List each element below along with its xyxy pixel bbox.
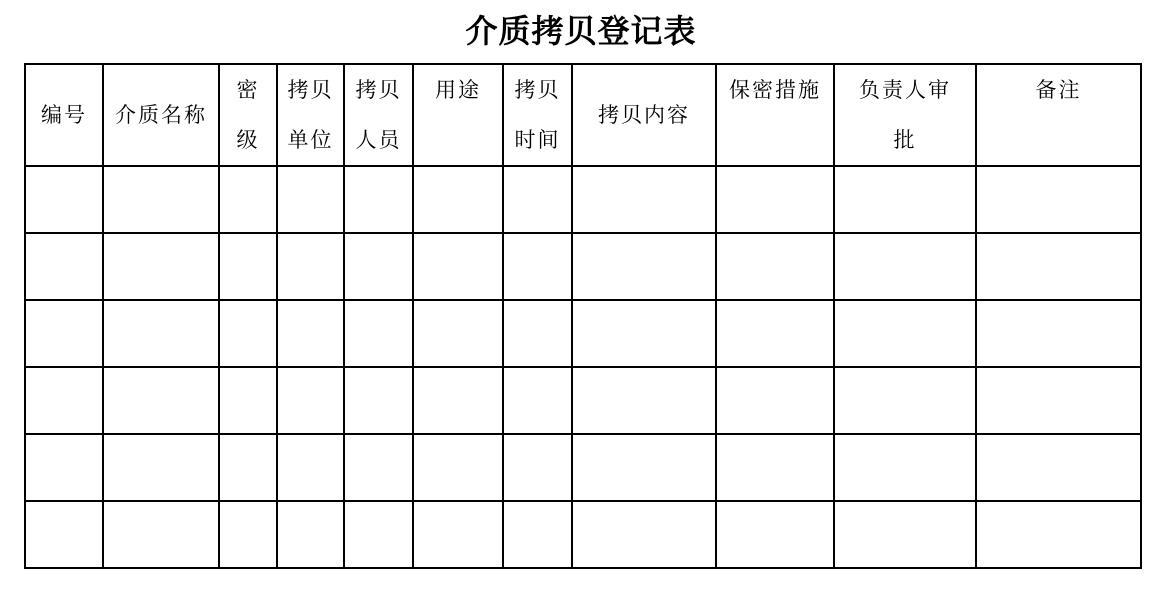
cell-number[interactable] <box>25 166 103 233</box>
column-header-copy-personnel <box>344 64 413 166</box>
column-header-purpose <box>413 64 503 166</box>
cell-media-name[interactable] <box>103 166 219 233</box>
cell-copy-content[interactable] <box>572 367 716 434</box>
cell-copy-time[interactable] <box>503 501 572 568</box>
cell-remarks[interactable] <box>976 166 1141 233</box>
column-header-label: 拷贝 <box>514 78 561 102</box>
cell-purpose[interactable] <box>413 367 503 434</box>
cell-copy-time[interactable] <box>503 367 572 434</box>
cell-copy-personnel[interactable] <box>344 434 413 501</box>
cell-copy-content[interactable] <box>572 233 716 300</box>
table-row <box>25 501 1141 568</box>
column-header-number <box>25 64 103 166</box>
header-row <box>25 64 1141 166</box>
registration-table <box>24 63 1142 569</box>
column-header-label: 拷贝 <box>287 78 334 102</box>
column-header-label: 时间 <box>514 128 561 152</box>
column-header-label: 介质名称 <box>115 103 207 127</box>
cell-copy-personnel[interactable] <box>344 300 413 367</box>
cell-purpose[interactable] <box>413 501 503 568</box>
column-header-security-measures <box>716 64 834 166</box>
cell-copy-content[interactable] <box>572 434 716 501</box>
cell-copy-unit[interactable] <box>277 300 344 367</box>
cell-purpose[interactable] <box>413 233 503 300</box>
cell-copy-personnel[interactable] <box>344 501 413 568</box>
cell-copy-personnel[interactable] <box>344 166 413 233</box>
cell-approver-signoff[interactable] <box>834 501 976 568</box>
cell-approver-signoff[interactable] <box>834 166 976 233</box>
cell-classification-level[interactable] <box>219 367 277 434</box>
table-row <box>25 233 1141 300</box>
column-header-copy-unit <box>277 64 344 166</box>
cell-copy-time[interactable] <box>503 434 572 501</box>
cell-media-name[interactable] <box>103 233 219 300</box>
column-header-label: 批 <box>893 128 917 152</box>
column-header-label: 密 <box>236 78 260 102</box>
cell-security-measures[interactable] <box>716 233 834 300</box>
cell-copy-unit[interactable] <box>277 233 344 300</box>
cell-copy-unit[interactable] <box>277 434 344 501</box>
column-header-media-name <box>103 64 219 166</box>
cell-security-measures[interactable] <box>716 300 834 367</box>
cell-number[interactable] <box>25 501 103 568</box>
cell-copy-time[interactable] <box>503 166 572 233</box>
cell-copy-time[interactable] <box>503 300 572 367</box>
column-header-label: 级 <box>236 128 260 152</box>
cell-classification-level[interactable] <box>219 434 277 501</box>
cell-security-measures[interactable] <box>716 367 834 434</box>
cell-media-name[interactable] <box>103 434 219 501</box>
cell-number[interactable] <box>25 367 103 434</box>
cell-number[interactable] <box>25 300 103 367</box>
column-header-copy-content <box>572 64 716 166</box>
table-header <box>25 64 1141 166</box>
cell-security-measures[interactable] <box>716 501 834 568</box>
cell-remarks[interactable] <box>976 367 1141 434</box>
table-row <box>25 434 1141 501</box>
cell-remarks[interactable] <box>976 300 1141 367</box>
cell-media-name[interactable] <box>103 501 219 568</box>
cell-approver-signoff[interactable] <box>834 367 976 434</box>
table-row <box>25 367 1141 434</box>
column-header-label: 备注 <box>1035 78 1082 102</box>
table-row <box>25 166 1141 233</box>
cell-number[interactable] <box>25 233 103 300</box>
column-header-label: 保密措施 <box>729 78 821 102</box>
cell-remarks[interactable] <box>976 434 1141 501</box>
cell-media-name[interactable] <box>103 300 219 367</box>
cell-purpose[interactable] <box>413 166 503 233</box>
cell-security-measures[interactable] <box>716 166 834 233</box>
cell-classification-level[interactable] <box>219 300 277 367</box>
table-body <box>25 166 1141 568</box>
cell-media-name[interactable] <box>103 367 219 434</box>
cell-copy-time[interactable] <box>503 233 572 300</box>
cell-approver-signoff[interactable] <box>834 434 976 501</box>
cell-remarks[interactable] <box>976 233 1141 300</box>
cell-approver-signoff[interactable] <box>834 300 976 367</box>
cell-copy-personnel[interactable] <box>344 233 413 300</box>
column-header-label: 拷贝内容 <box>598 103 690 127</box>
cell-copy-content[interactable] <box>572 166 716 233</box>
column-header-label: 负责人审 <box>859 78 951 102</box>
page-title: 介质拷贝登记表 <box>465 13 697 49</box>
cell-classification-level[interactable] <box>219 233 277 300</box>
cell-classification-level[interactable] <box>219 166 277 233</box>
column-header-remarks <box>976 64 1141 166</box>
column-header-label: 拷贝 <box>355 78 402 102</box>
cell-security-measures[interactable] <box>716 434 834 501</box>
cell-approver-signoff[interactable] <box>834 233 976 300</box>
cell-purpose[interactable] <box>413 434 503 501</box>
cell-copy-unit[interactable] <box>277 166 344 233</box>
cell-copy-unit[interactable] <box>277 501 344 568</box>
table-row <box>25 300 1141 367</box>
column-header-label: 单位 <box>287 128 334 152</box>
column-header-approver-signoff <box>834 64 976 166</box>
cell-remarks[interactable] <box>976 501 1141 568</box>
cell-purpose[interactable] <box>413 300 503 367</box>
cell-copy-personnel[interactable] <box>344 367 413 434</box>
cell-copy-content[interactable] <box>572 300 716 367</box>
cell-copy-unit[interactable] <box>277 367 344 434</box>
column-header-classification-level <box>219 64 277 166</box>
column-header-copy-time <box>503 64 572 166</box>
cell-number[interactable] <box>25 434 103 501</box>
column-header-label: 人员 <box>355 128 402 152</box>
cell-classification-level[interactable] <box>219 501 277 568</box>
column-header-label: 编号 <box>41 103 87 127</box>
cell-copy-content[interactable] <box>572 501 716 568</box>
column-header-label: 用途 <box>435 78 481 102</box>
